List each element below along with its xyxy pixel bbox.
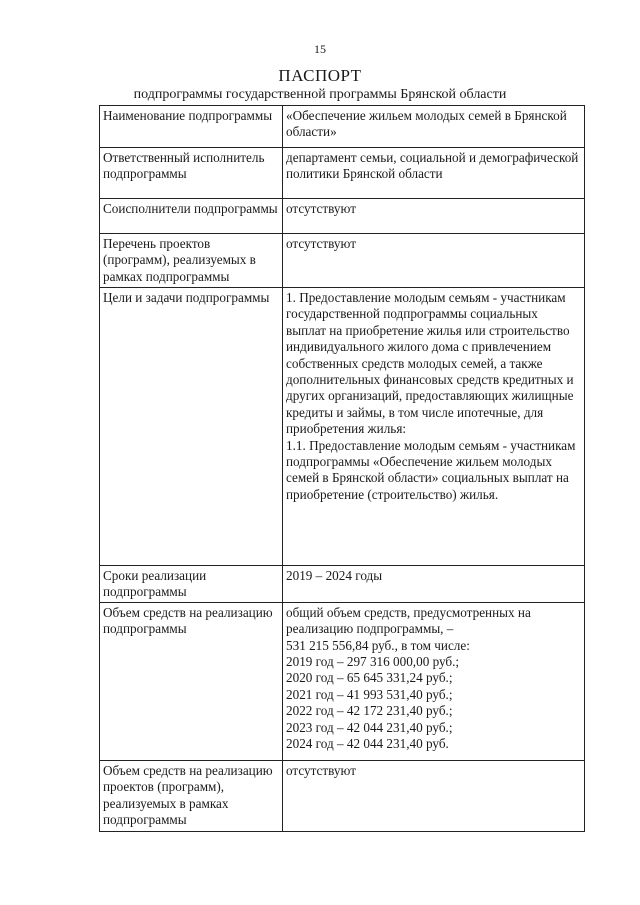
value-line: отсутствуют — [286, 201, 356, 216]
row-value — [283, 566, 585, 603]
row-value — [283, 148, 585, 199]
row-label: Перечень проектов (программ), реализуемых в рамках подпрограммы — [100, 234, 283, 288]
row-value — [283, 106, 585, 148]
row-label: Объем средств на реализацию подпрограммы — [100, 602, 283, 760]
table-row — [100, 760, 585, 831]
row-value — [283, 234, 585, 288]
row-label: Сроки реализации подпрограммы — [100, 566, 283, 603]
table-row — [100, 602, 585, 760]
table-row — [100, 566, 585, 603]
row-label: Объем средств на реализацию проектов (программ), реализуемых в рамках подпрограммы — [100, 760, 283, 831]
value-line: 2021 год – 41 993 531,40 руб.; — [286, 686, 453, 702]
row-value — [283, 199, 585, 234]
row-value — [283, 760, 585, 831]
passport-table — [99, 105, 585, 832]
row-label: Соисполнители подпрограммы — [100, 199, 283, 234]
row-label: Ответственный исполнитель подпрограммы — [100, 148, 283, 199]
row-label: Цели и задачи подпрограммы — [100, 288, 283, 566]
page-number: 15 — [314, 42, 326, 56]
page-title: ПАСПОРТ — [278, 66, 362, 85]
value-line: «Обеспечение жильем молодых семей в Брянской области» — [286, 108, 567, 140]
value-line: 2019 год – 297 316 000,00 руб.; — [286, 654, 460, 670]
value-line: 1. Предоставление молодым семьям - участникам государственной подпрограммы социальных выплат на приобретение жилья или строительство индивидуального жилого дома с привлечением собственных средств молодых семей, а также дополнительных финансовых средств кредитных и других организаций, предоставляющих жилищные кредиты и займы, в том числе ипотечные, для приобретения жилья: — [286, 290, 574, 437]
row-label: Наименование подпрограммы — [100, 106, 283, 148]
table-row — [100, 106, 585, 148]
table-row — [100, 148, 585, 199]
value-line: отсутствуют — [286, 762, 356, 778]
value-line: 2023 год – 42 044 231,40 руб.; — [286, 719, 453, 735]
row-value — [283, 602, 585, 760]
value-line: департамент семьи, социальной и демографической политики Брянской области — [286, 150, 579, 182]
value-line: 2024 год – 42 044 231,40 руб. — [286, 736, 449, 752]
value-line: 2022 год – 42 172 231,40 руб.; — [286, 703, 453, 719]
page-subtitle: подпрограммы государственной программы Брянской области — [133, 87, 507, 102]
table-row — [100, 199, 585, 234]
value-line: 531 215 556,84 руб., в том числе: — [286, 637, 470, 653]
value-line: отсутствуют — [286, 236, 356, 251]
row-value — [283, 288, 585, 566]
table-row — [100, 288, 585, 566]
value-line: 2020 год – 65 645 331,24 руб.; — [286, 670, 453, 686]
value-line: 1.1. Предоставление молодым семьям - участникам подпрограммы «Обеспечение жильем молодых семей в Брянской области» социальных выплат на приобретение (строительство) жилья. — [286, 437, 576, 502]
value-line: 2019 – 2024 годы — [286, 568, 383, 583]
value-line: общий объем средств, предусмотренных на реализацию подпрограммы, – — [286, 604, 531, 637]
table-row — [100, 234, 585, 288]
